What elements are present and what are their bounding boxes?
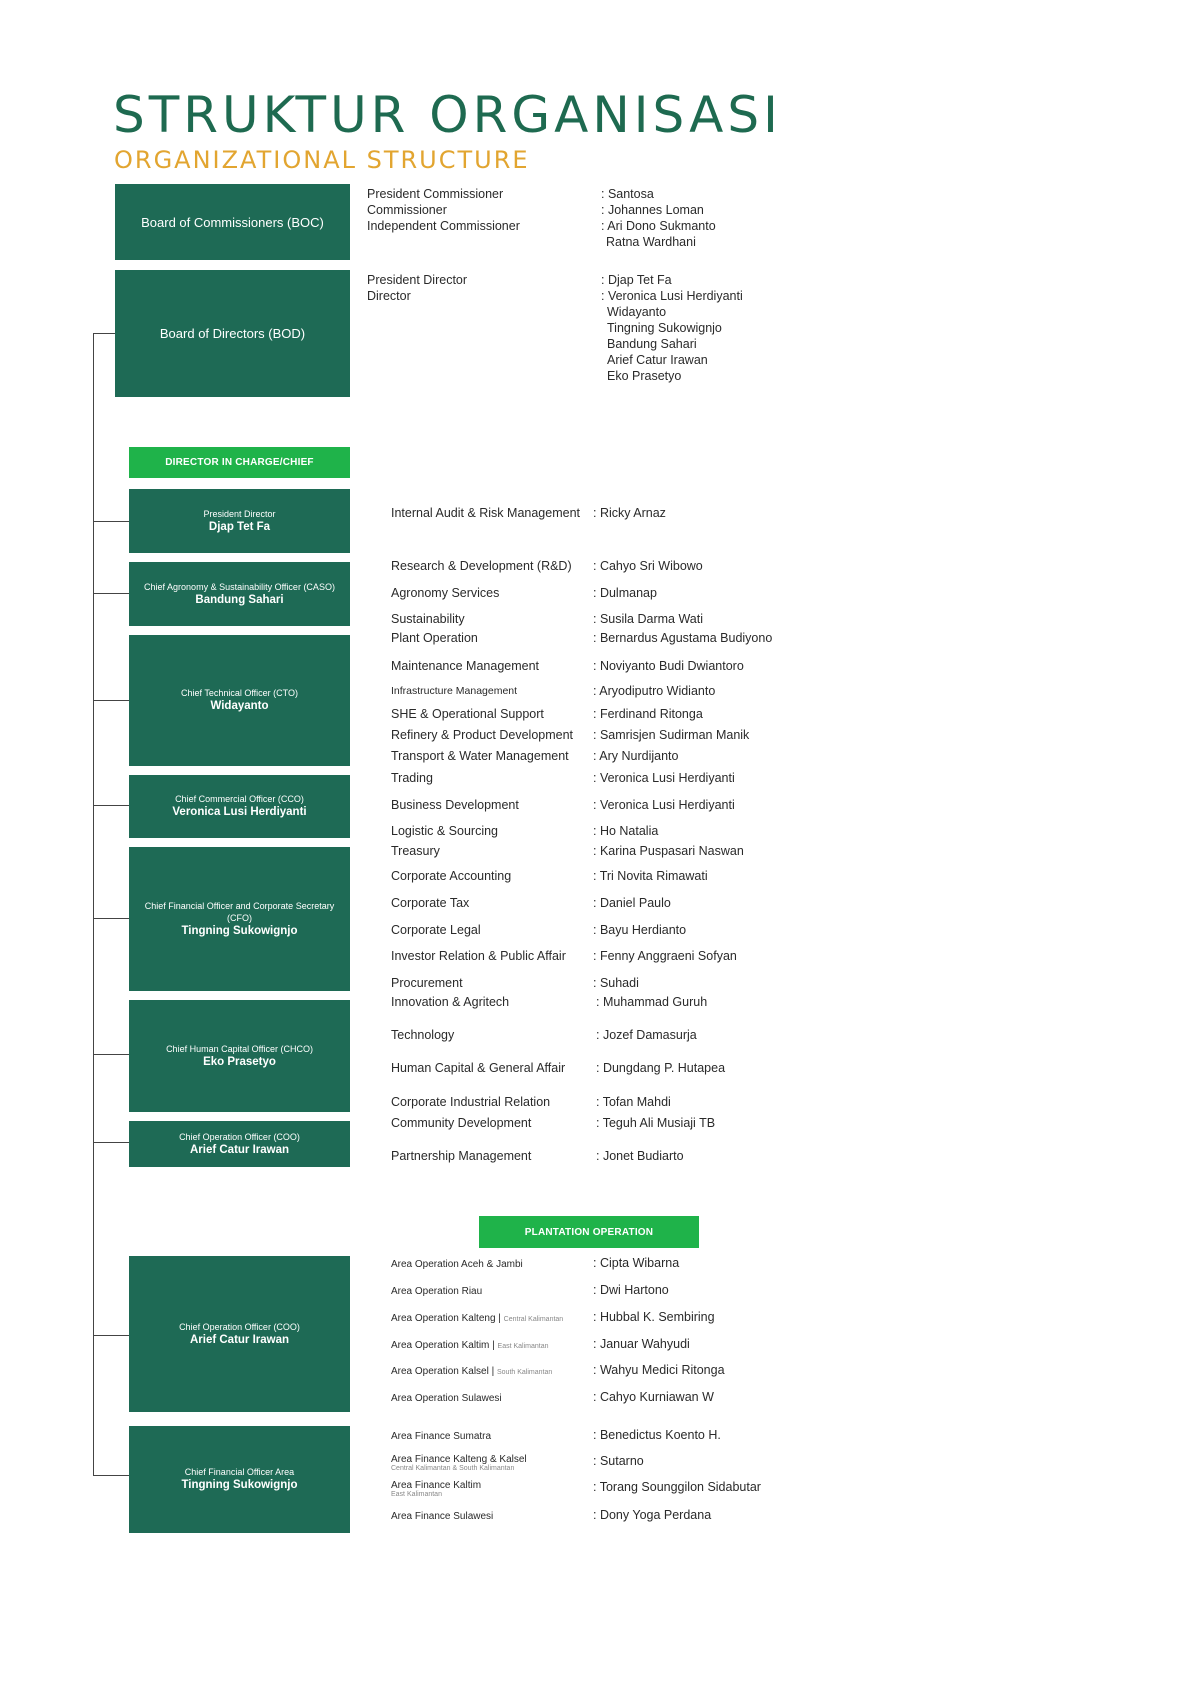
unit-label: Human Capital & General Affair xyxy=(391,1061,566,1075)
director-box xyxy=(129,489,350,553)
unit-label: Internal Audit & Risk Management xyxy=(391,506,580,520)
bod-name: Arief Catur Irawan xyxy=(607,353,708,367)
director-role: Chief Technical Officer (CTO) xyxy=(180,688,299,698)
director-name: Bandung Sahari xyxy=(195,593,284,606)
connector-coo-area xyxy=(93,1335,129,1336)
finance-sub: Central Kalimantan & South Kalimantan xyxy=(391,1465,515,1472)
director-name: Djap Tet Fa xyxy=(208,520,271,533)
director-name: Widayanto xyxy=(210,700,269,712)
director-role: Chief Agronomy & Sustainability Officer (CASO) xyxy=(144,581,335,592)
unit-label: Plant Operation xyxy=(391,631,478,645)
unit-label: Research & Development (R&D) xyxy=(391,559,572,573)
finance-label: Area Finance Sumatra xyxy=(391,1431,492,1442)
finance-head: : Torang Sounggilon Sidabutar xyxy=(593,1480,761,1494)
director-role: Chief Commercial Officer (CCO) xyxy=(175,794,304,804)
director-role: Chief Financial Officer and Corporate Secretary (CFO) xyxy=(144,900,335,923)
boc-role: President Commissioner xyxy=(367,187,504,201)
unit-label: SHE & Operational Support xyxy=(391,707,544,721)
boc-role: Commissioner xyxy=(367,203,447,217)
connector-director-3 xyxy=(93,805,129,806)
unit-head: : Suhadi xyxy=(593,976,639,990)
director-name: Arief Catur Irawan xyxy=(189,1143,290,1156)
area-label: Area Operation Aceh & Jambi xyxy=(391,1259,523,1270)
page-title: STRUKTUR ORGANISASI xyxy=(113,86,782,144)
area-label: Area Operation Riau xyxy=(391,1286,483,1297)
unit-label: Corporate Tax xyxy=(391,896,470,910)
unit-label: Corporate Industrial Relation xyxy=(391,1095,551,1109)
area-head: : Wahyu Medici Ritonga xyxy=(593,1363,725,1377)
connector-cfo-area xyxy=(93,1475,129,1476)
unit-label: Community Development xyxy=(391,1116,532,1130)
unit-head: : Bernardus Agustama Budiyono xyxy=(593,631,773,645)
unit-head: : Aryodiputro Widianto xyxy=(593,684,716,698)
unit-label: Investor Relation & Public Affair xyxy=(391,949,566,963)
finance-sub: East Kalimantan xyxy=(391,1491,442,1498)
page-subtitle: ORGANIZATIONAL STRUCTURE xyxy=(114,146,530,174)
unit-head: : Jonet Budiarto xyxy=(596,1149,684,1163)
unit-head: : Ary Nurdijanto xyxy=(593,749,679,763)
unit-head: : Tri Novita Rimawati xyxy=(593,869,708,883)
unit-head: : Veronica Lusi Herdiyanti xyxy=(593,798,735,812)
boc-role: Independent Commissioner xyxy=(367,219,520,233)
plantation-header: PLANTATION OPERATION xyxy=(479,1216,699,1248)
unit-head: : Dungdang P. Hutapea xyxy=(596,1061,726,1075)
unit-label: Treasury xyxy=(391,844,440,858)
bod-name: : Djap Tet Fa xyxy=(601,273,672,287)
director-role: President Director xyxy=(203,508,276,519)
unit-label: Corporate Legal xyxy=(391,923,481,937)
boc-name: : Johannes Loman xyxy=(601,203,704,217)
director-box xyxy=(129,775,350,838)
finance-head: : Benedictus Koento H. xyxy=(593,1428,721,1442)
unit-label: Technology xyxy=(391,1028,455,1042)
bod-name: Eko Prasetyo xyxy=(607,369,682,383)
unit-head: : Veronica Lusi Herdiyanti xyxy=(593,771,735,785)
director-header: DIRECTOR IN CHARGE/CHIEF xyxy=(129,447,350,478)
connector-vertical xyxy=(93,333,94,1475)
bod-name: Tingning Sukowignjo xyxy=(607,321,722,335)
boc-name: : Santosa xyxy=(601,187,654,201)
area-sub: East Kalimantan xyxy=(497,1343,549,1350)
coo-area-box xyxy=(129,1256,350,1412)
area-head: : Dwi Hartono xyxy=(593,1283,669,1297)
unit-label: Infrastructure Management xyxy=(391,685,518,697)
connector-director-2 xyxy=(93,700,129,701)
unit-label: Business Development xyxy=(391,798,519,812)
finance-head: : Dony Yoga Perdana xyxy=(593,1508,712,1522)
connector-director-5 xyxy=(93,1054,129,1055)
area-head: : Hubbal K. Sembiring xyxy=(593,1310,715,1324)
bod-name: : Veronica Lusi Herdiyanti xyxy=(601,289,743,303)
director-box xyxy=(129,562,350,626)
director-role: Chief Operation Officer (COO) xyxy=(179,1131,300,1142)
area-sub: Central Kalimantan xyxy=(503,1316,564,1323)
cfo-area-box xyxy=(129,1426,350,1533)
bod-role: Director xyxy=(367,289,411,303)
bod-box xyxy=(115,270,350,397)
bod-name: Widayanto xyxy=(607,305,667,319)
unit-head: : Tofan Mahdi xyxy=(596,1095,671,1109)
connector-director-0 xyxy=(93,521,129,522)
area-label: Area Operation Kalteng | Central Kalimantan xyxy=(391,1313,564,1324)
cfo-area-name: Tingning Sukowignjo xyxy=(181,1479,298,1491)
coo-area-role: Chief Operation Officer (COO) xyxy=(179,1321,300,1332)
unit-head: : Teguh Ali Musiaji TB xyxy=(596,1116,716,1130)
unit-head: : Muhammad Guruh xyxy=(596,995,708,1009)
connector-director-4 xyxy=(93,918,129,919)
unit-head: : Ferdinand Ritonga xyxy=(593,707,703,721)
unit-label: Refinery & Product Development xyxy=(391,728,574,742)
unit-label: Logistic & Sourcing xyxy=(391,824,499,838)
director-box xyxy=(129,1000,350,1112)
coo-area-name: Arief Catur Irawan xyxy=(189,1333,290,1346)
connector-director-1 xyxy=(93,593,129,594)
director-name: Eko Prasetyo xyxy=(203,1055,276,1068)
unit-label: Agronomy Services xyxy=(391,586,500,600)
area-head: : Cahyo Kurniawan W xyxy=(593,1390,714,1404)
finance-label: Area Finance Kalteng & Kalsel xyxy=(391,1454,527,1465)
boc-box xyxy=(115,184,350,260)
connector-director-6 xyxy=(93,1142,129,1143)
unit-label: Partnership Management xyxy=(391,1149,532,1163)
unit-label: Maintenance Management xyxy=(391,659,540,673)
unit-head: : Susila Darma Wati xyxy=(593,612,703,626)
unit-head: : Daniel Paulo xyxy=(593,896,671,910)
cfo-area-role: Chief Financial Officer Area xyxy=(184,1467,295,1477)
area-label: Area Operation Kalsel | South Kalimantan xyxy=(391,1366,553,1377)
unit-head: : Samrisjen Sudirman Manik xyxy=(593,728,750,742)
director-box xyxy=(129,847,350,991)
bod-role: President Director xyxy=(367,273,468,287)
unit-label: Transport & Water Management xyxy=(391,749,569,763)
bod-name: Bandung Sahari xyxy=(607,337,697,351)
boc-name: Ratna Wardhani xyxy=(606,235,696,249)
unit-label: Procurement xyxy=(391,976,463,990)
unit-label: Corporate Accounting xyxy=(391,869,512,883)
unit-head: : Dulmanap xyxy=(593,586,657,600)
finance-head: : Sutarno xyxy=(593,1454,644,1468)
unit-head: : Bayu Herdianto xyxy=(593,923,687,937)
area-head: : Cipta Wibarna xyxy=(593,1256,680,1270)
unit-head: : Noviyanto Budi Dwiantoro xyxy=(593,659,744,673)
director-box xyxy=(129,1121,350,1167)
unit-head: : Fenny Anggraeni Sofyan xyxy=(593,949,737,963)
area-head: : Januar Wahyudi xyxy=(593,1337,690,1351)
area-label: Area Operation Sulawesi xyxy=(391,1393,502,1404)
unit-label: Sustainability xyxy=(391,612,465,626)
unit-head: : Ricky Arnaz xyxy=(593,506,666,520)
connector-bod xyxy=(93,333,115,334)
area-sub: South Kalimantan xyxy=(497,1369,553,1376)
director-role: Chief Human Capital Officer (CHCO) xyxy=(166,1043,313,1054)
bod-label: Board of Directors (BOD) xyxy=(159,326,306,341)
director-box xyxy=(129,635,350,766)
director-name: Veronica Lusi Herdiyanti xyxy=(172,806,307,818)
unit-head: : Ho Natalia xyxy=(593,824,659,838)
finance-label: Area Finance Kaltim xyxy=(391,1480,482,1491)
unit-head: : Cahyo Sri Wibowo xyxy=(593,559,703,573)
unit-label: Innovation & Agritech xyxy=(391,995,510,1009)
boc-name: : Ari Dono Sukmanto xyxy=(601,219,716,233)
unit-label: Trading xyxy=(391,771,433,785)
area-label: Area Operation Kaltim | East Kalimantan xyxy=(391,1340,549,1351)
finance-label: Area Finance Sulawesi xyxy=(391,1511,494,1522)
unit-head: : Jozef Damasurja xyxy=(596,1028,697,1042)
unit-head: : Karina Puspasari Naswan xyxy=(593,844,744,858)
director-name: Tingning Sukowignjo xyxy=(181,924,298,937)
boc-label: Board of Commissioners (BOC) xyxy=(141,214,324,230)
